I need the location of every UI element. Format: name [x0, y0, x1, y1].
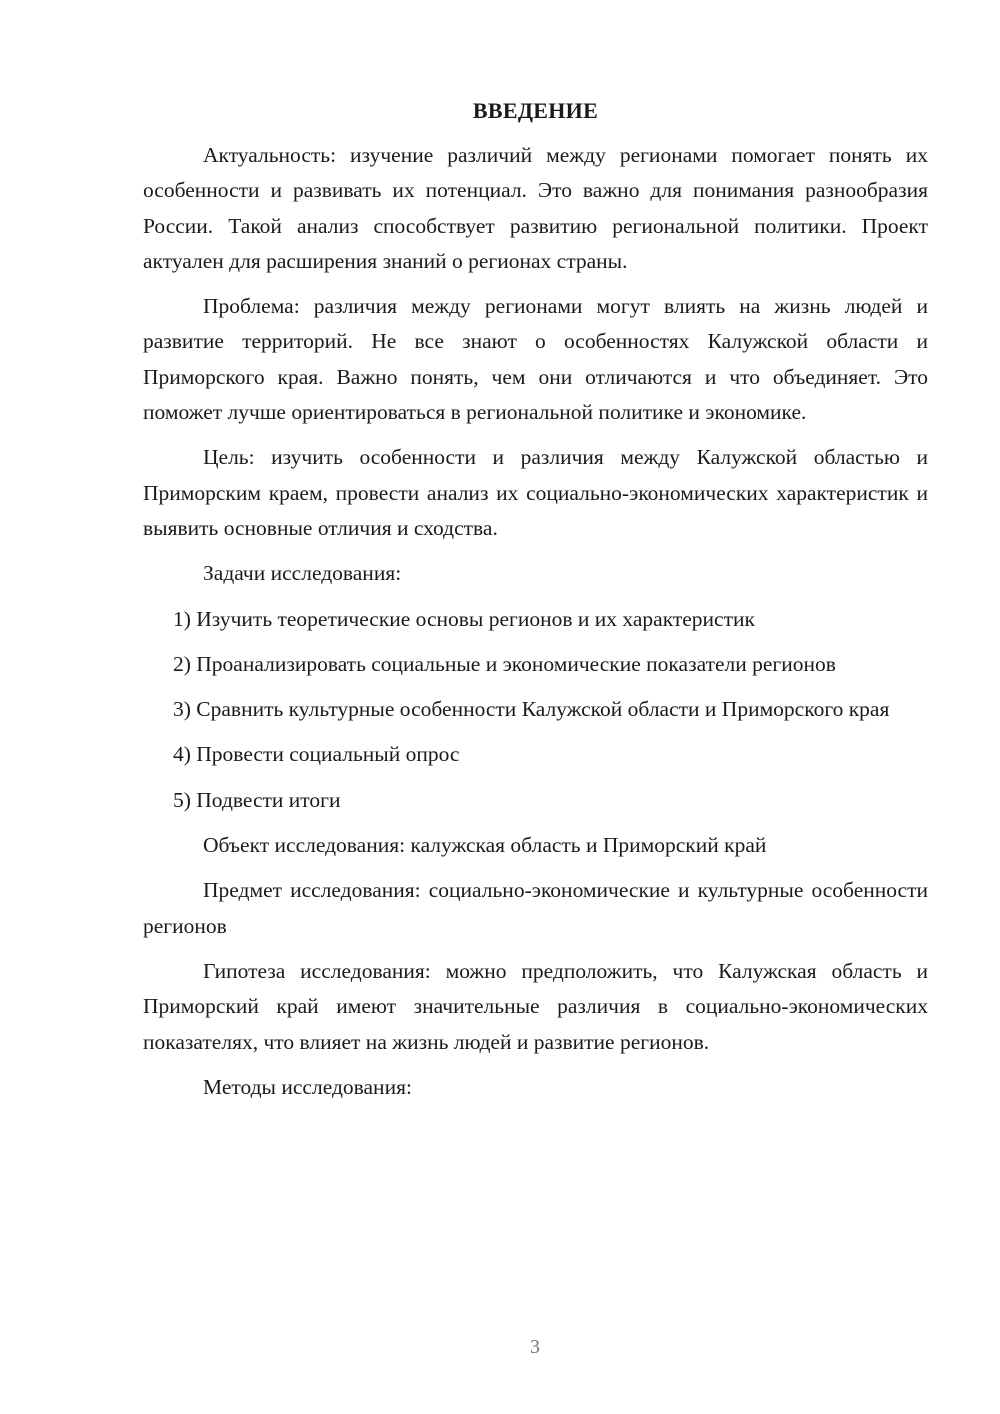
page-number: 3 [530, 1336, 540, 1358]
tasks-heading: Задачи исследования: [203, 561, 402, 586]
relevance-paragraph: Актуальность: изучение различий между регионами помогает понять их особенности и развивать их потенциал. Это важно для понимания разнообразия России. Такой анализ способствует развитию региональной политики. Проект актуален для расширения знаний о регионах страны. [143, 143, 928, 273]
object-paragraph: Объект исследования: калужская область и Приморский край [203, 833, 767, 858]
subject-paragraph: Предмет исследования: социально-экономические и культурные особенности регионов [143, 878, 928, 938]
hypothesis-paragraph: Гипотеза исследования: можно предположить, что Калужская область и Приморский край имеют значительные различия в социально-экономических показателях, что влияет на жизнь людей и развитие регионов. [143, 958, 928, 1054]
task-item: 5) Подвести итоги [173, 787, 341, 812]
task-item: 2) Проанализировать социальные и экономические показатели регионов [173, 651, 836, 676]
task-item: 3) Сравнить культурные особенности Калужской области и Приморского края [173, 697, 890, 722]
section-title: ВВЕДЕНИЕ [472, 98, 599, 123]
page-content [143, 96, 928, 1115]
goal-paragraph: Цель: изучить особенности и различия между Калужской областью и Приморским краем, провести анализ их социально-экономических характеристик и выявить основные отличия и сходства. [143, 445, 928, 540]
task-item: 1) Изучить теоретические основы регионов и их характеристик [173, 606, 755, 631]
methods-heading: Методы исследования: [203, 1074, 412, 1099]
problem-paragraph: Проблема: различия между регионами могут влиять на жизнь людей и развитие территорий. Не все знают о особенностях Калужской области и Приморского края. Важно понять, чем они отличаются и что объединяет. Это поможет лучше ориентироваться в региональной политике и экономике. [143, 294, 928, 425]
task-item: 4) Провести социальный опрос [173, 742, 460, 767]
